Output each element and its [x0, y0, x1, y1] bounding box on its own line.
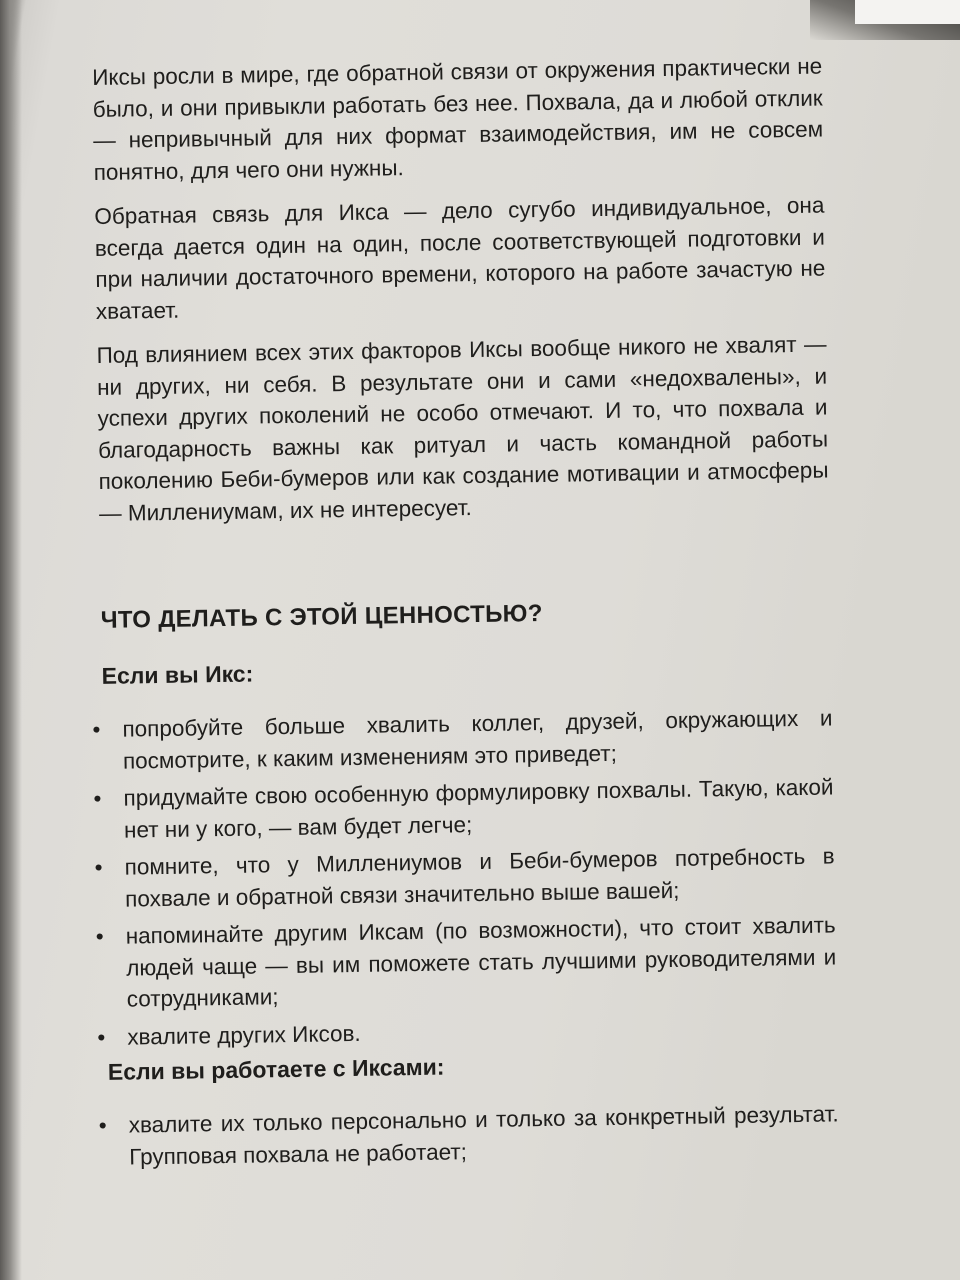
- subheading-if-you-are-x: Если вы Икс:: [101, 660, 254, 689]
- bullet-icon: •: [98, 1112, 107, 1139]
- bullet-icon: •: [97, 1024, 106, 1050]
- paragraph-2: Обратная связь для Икса — дело сугубо индивидуальное, она всегда дается один на один, после соответствующей подготовки и при наличии достаточного времени, которого на работе зачастую не хватает.: [94, 192, 826, 324]
- list-item-text: хвалите других Иксов.: [127, 1020, 361, 1050]
- bullet-icon: •: [92, 716, 101, 743]
- corner-paper: [855, 0, 960, 24]
- bullet-list-if-you-are-x: [92, 702, 837, 1052]
- page-binding-edge: [0, 0, 22, 1280]
- list-item-text: попробуйте больше хвалить коллег, друзей, окружающих и посмотрите, к каким изменениям это приведет;: [122, 705, 833, 774]
- bullet-icon: •: [94, 854, 103, 881]
- list-item-text: придумайте свою особенную формулировку похвалы. Такую, какой нет ни у кого, — вам будет легче;: [123, 774, 834, 843]
- list-item: [93, 771, 834, 845]
- list-item-text: помните, что у Миллениумов и Беби-бумеров потребность в похвале и обратной связи значительно выше вашей;: [124, 843, 835, 912]
- list-item: [98, 1098, 839, 1172]
- bullet-list-working-with-x: [98, 1098, 839, 1172]
- subheading-working-with-x: Если вы работаете с Иксами:: [107, 1053, 445, 1085]
- bullet-icon: •: [93, 785, 102, 812]
- list-item: [92, 702, 833, 776]
- paragraph-1: Иксы росли в мире, где обратной связи от окружения практически не было, и они привыкли работать без нее. Похвала, да и любой отклик — непривычный для них формат взаимодействия, им не совсем понятно, для чего они нужны.: [92, 53, 824, 185]
- section-heading: ЧТО ДЕЛАТЬ С ЭТОЙ ЦЕННОСТЬЮ?: [100, 599, 543, 634]
- list-item: [97, 1010, 837, 1053]
- list-item-text: напоминайте другим Иксам (по возможности), что стоит хвалить людей чаще — вы им поможете стать лучшими руководителями и сотрудниками;: [125, 912, 837, 1012]
- list-item-text: хвалите их только персонально и только за конкретный результат. Групповая похвала не работает;: [128, 1101, 839, 1170]
- book-page-text: [92, 51, 839, 1179]
- bullet-icon: •: [95, 923, 104, 950]
- list-item: [95, 909, 837, 1015]
- list-item: [94, 840, 835, 914]
- paragraph-3: Под влиянием всех этих факторов Иксы вообще никого не хвалят — ни других, ни себя. В результате они и сами «недохвалены», и успехи других поколений не особо отмечают. И то, что похвала и благодарность важны как ритуал и часть командной работы поколению Беби-бумеров или как создание мотивации и атмосферы — Миллениумам, их не интересует.: [96, 331, 829, 526]
